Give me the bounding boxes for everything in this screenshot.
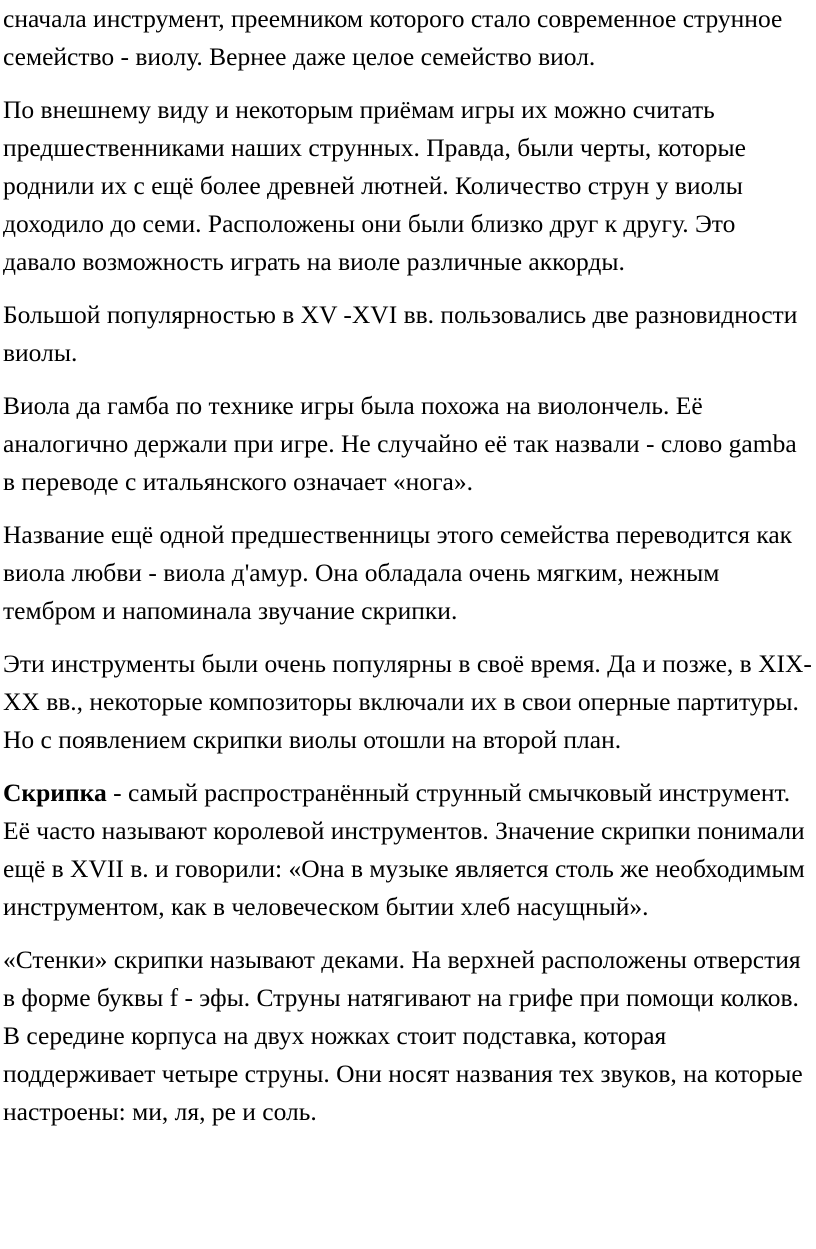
paragraph-violin xyxy=(3,774,813,926)
paragraph-viol-intro xyxy=(3,0,813,76)
paragraph-text: - самый распространённый струнный смычковый инструмент. Её часто называют королевой инструментов. Значение скрипки понимали ещё в XVII в. и говорили: «Она в музыке является столь же необходимым инструментом, как в человеческом бытии хлеб насущный». xyxy=(3,778,805,921)
paragraph-viol-varieties xyxy=(3,296,813,372)
paragraph-viola-damore xyxy=(3,516,813,630)
paragraph-violin-structure xyxy=(3,941,813,1131)
paragraph-text: Название ещё одной предшественницы этого семейства переводится как виола любви - виола д'амур. Она обладала очень мягким, нежным тембром и напоминала звучание скрипки. xyxy=(3,520,793,625)
term-violin: Скрипка xyxy=(3,778,107,807)
paragraph-viola-da-gamba xyxy=(3,387,813,501)
paragraph-text: Виола да гамба по технике игры была похожа на виолончель. Её аналогично держали при игре. Не случайно её так назвали - слово gamba в переводе с итальянского означает «нога». xyxy=(3,391,797,496)
paragraph-viol-description xyxy=(3,91,813,281)
document-page xyxy=(3,0,813,1146)
paragraph-text: Большой популярностью в XV -XVI вв. пользовались две разновидности виолы. xyxy=(3,300,798,367)
paragraph-text: Эти инструменты были очень популярны в своё время. Да и позже, в XIX-XX вв., некоторые композиторы включали их в свои оперные партитуры. Но с появлением скрипки виолы отошли на второй план. xyxy=(3,649,812,754)
paragraph-text: «Стенки» скрипки называют деками. На верхней расположены отверстия в форме буквы f - эфы. Струны натягивают на грифе при помощи колков. В середине корпуса на двух ножках стоит подставка, которая поддерживает четыре струны. Они носят названия тех звуков, на которые настроены: ми, ля, ре и соль. xyxy=(3,945,803,1126)
paragraph-viol-popularity xyxy=(3,645,813,759)
paragraph-text: сначала инструмент, преемником которого стало современное струнное семейство - виолу. Вернее даже целое семейство виол. xyxy=(3,4,783,71)
paragraph-text: По внешнему виду и некоторым приёмам игры их можно считать предшественниками наших струнных. Правда, были черты, которые роднили их с ещё более древней лютней. Количество струн у виолы доходило до семи. Расположены они были близко друг к другу. Это давало возможность играть на виоле различные аккорды. xyxy=(3,95,746,276)
